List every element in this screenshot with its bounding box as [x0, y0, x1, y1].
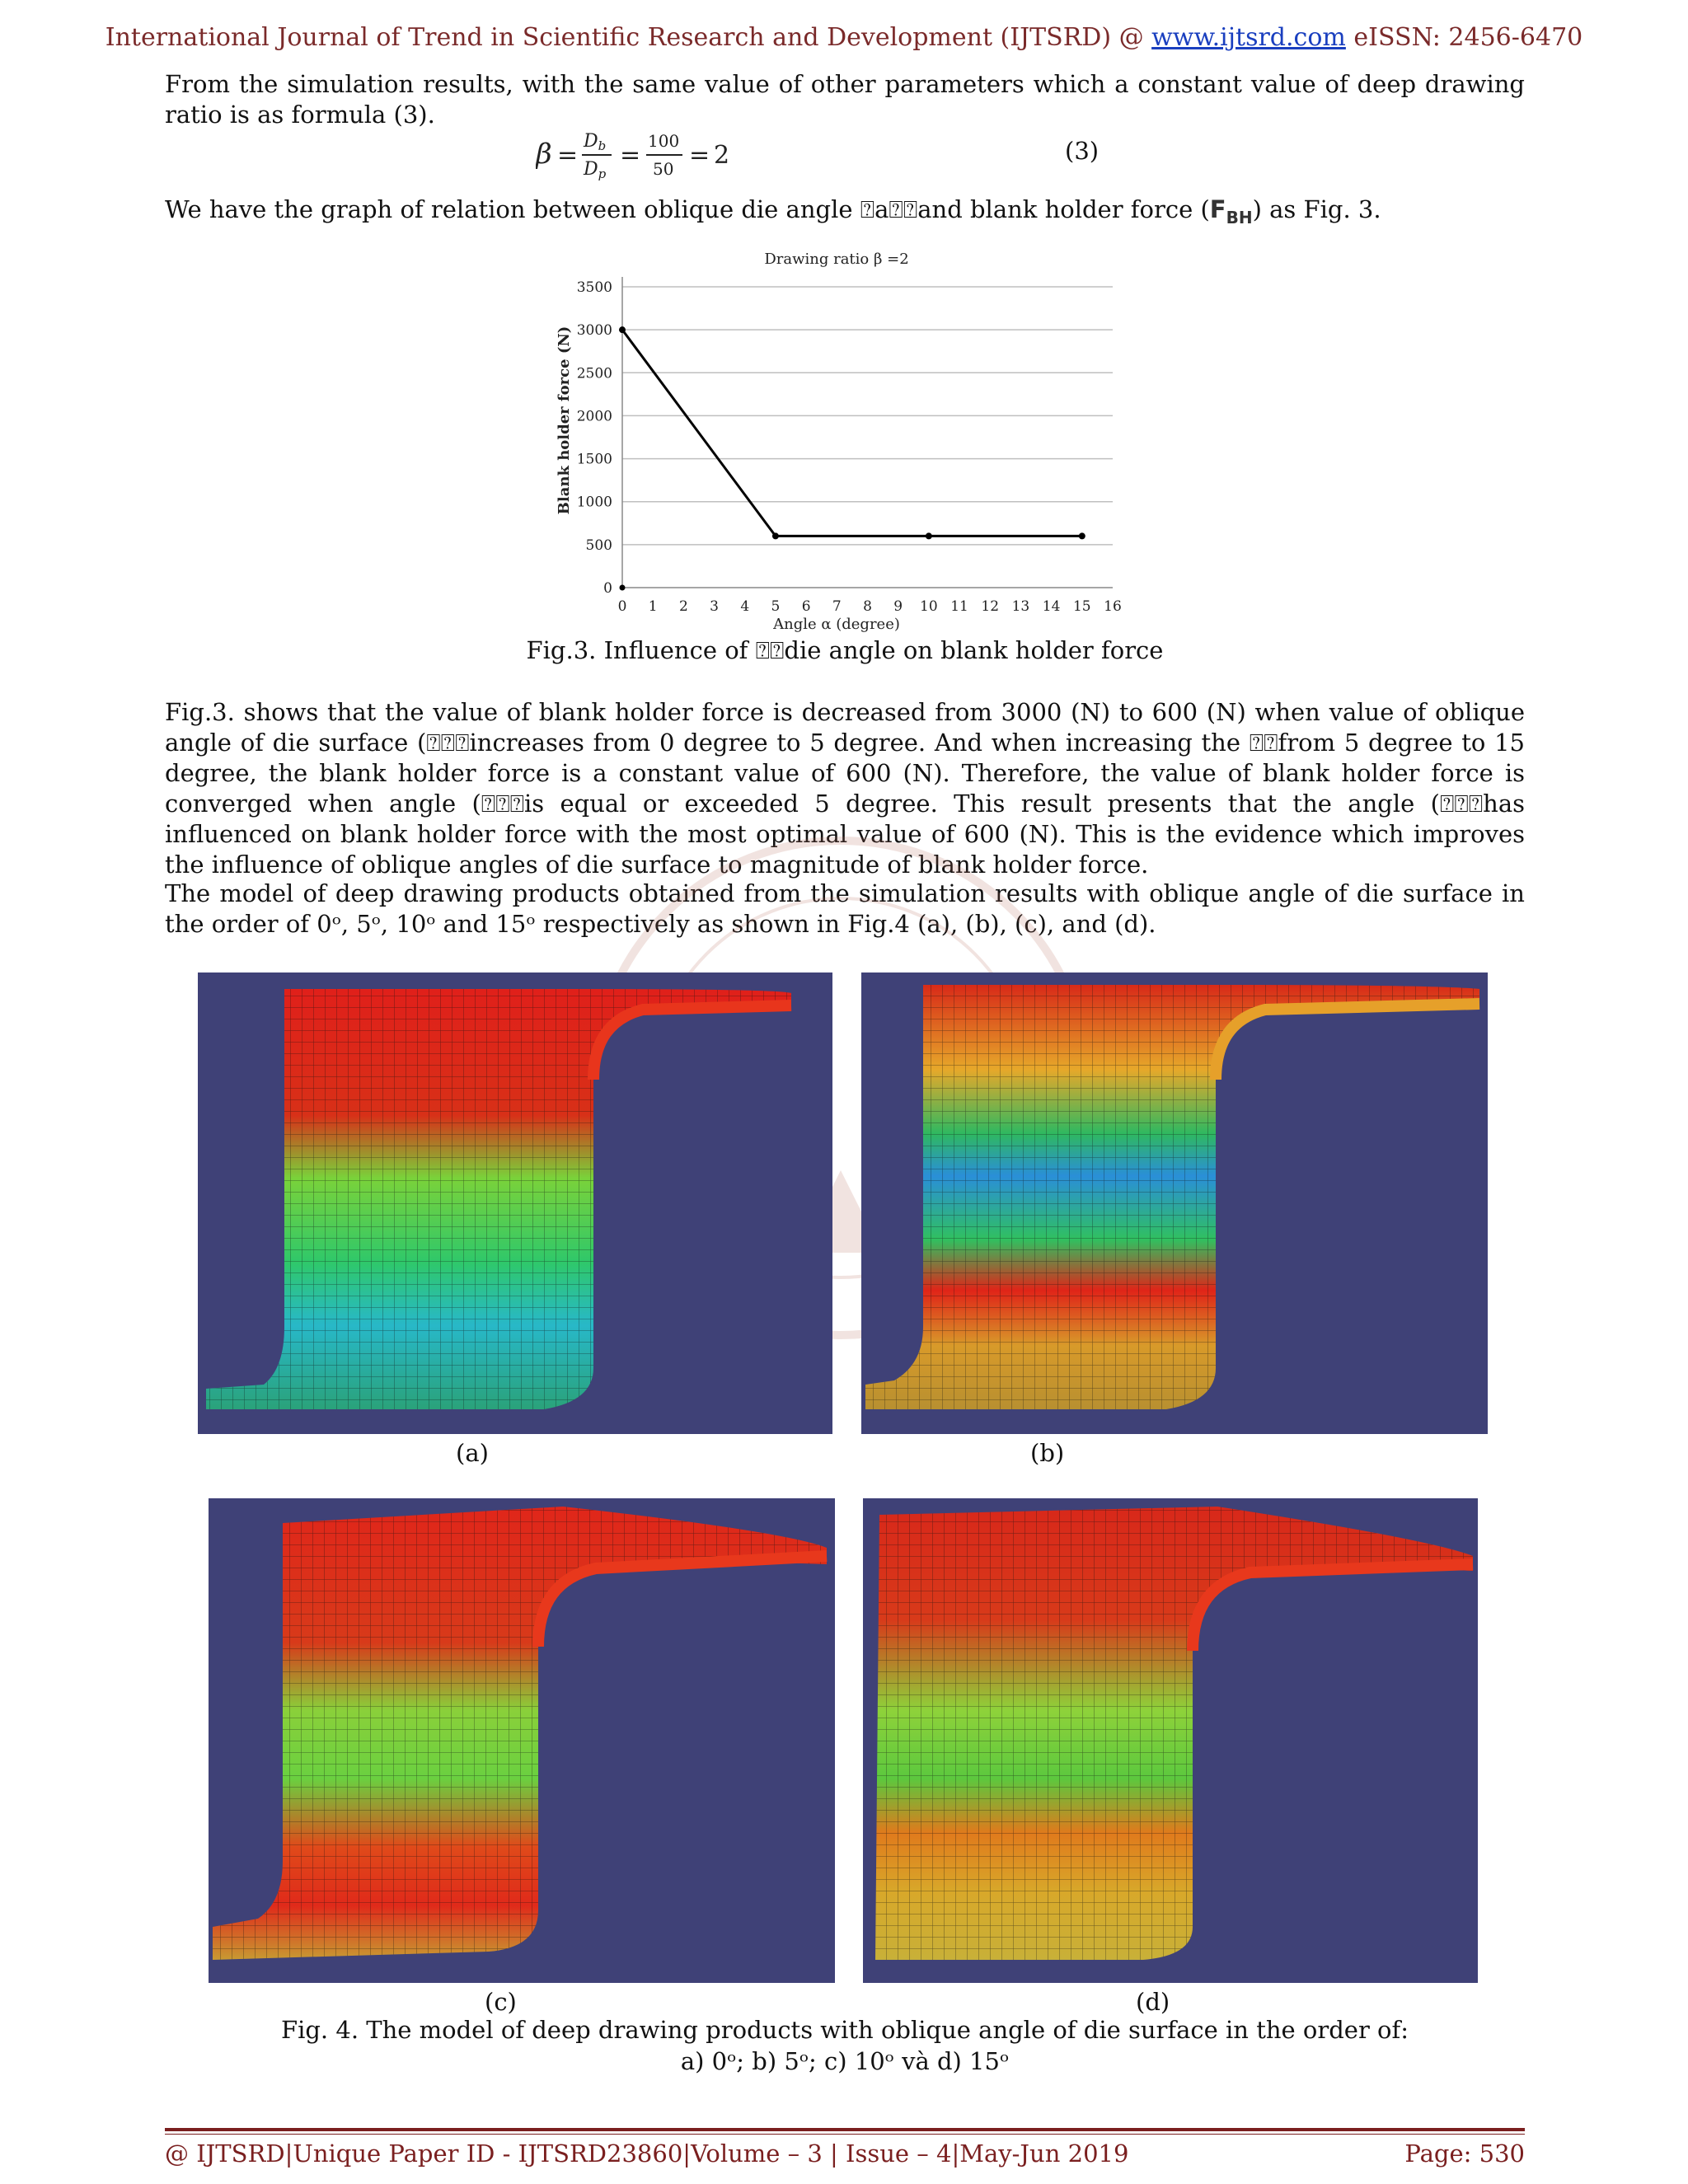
chart-data-point — [926, 532, 932, 539]
chart-data-point — [619, 326, 626, 333]
svg-text:Dp: Dp — [584, 159, 607, 181]
chart-x-tick-label: 1 — [648, 598, 658, 615]
chart-title: Drawing ratio β =2 — [764, 251, 909, 268]
chart-y-axis-label: Blank holder force (N) — [556, 326, 573, 515]
simulation-image-d — [863, 1498, 1478, 1983]
footer-volume: Volume – 3 | Issue – 4 — [691, 2139, 952, 2168]
fig3-line-chart — [536, 247, 1129, 635]
svg-text:50: 50 — [653, 159, 674, 179]
footer-rule — [165, 2128, 1525, 2131]
chart-y-tick-label: 3500 — [576, 279, 612, 296]
running-header — [0, 23, 1688, 52]
chart-y-tick-label: 0 — [603, 580, 612, 597]
chart-x-tick-label: 8 — [863, 598, 872, 615]
footer-rule-thin — [165, 2134, 1525, 2135]
chart-x-tick-label: 9 — [893, 598, 903, 615]
chart-y-tick-label: 1000 — [576, 494, 612, 511]
chart-y-tick-label: 2500 — [576, 365, 612, 382]
footer-publisher: @ IJTSRD — [165, 2139, 285, 2168]
page-footer — [165, 2139, 1525, 2168]
chart-x-tick-label: 4 — [740, 598, 750, 615]
chart-x-tick-label: 2 — [678, 598, 688, 615]
equation-3 — [536, 124, 750, 181]
chart-origin-marker — [620, 585, 626, 591]
chart-y-tick-labels — [577, 279, 612, 597]
chart-data-point — [772, 532, 779, 539]
svg-text:=: = — [557, 141, 579, 170]
svg-text:=: = — [620, 141, 641, 170]
paragraph-models: The model of deep drawing products obtained from the simulation results with oblique angle of die surface in the order of 0ᵒ, 5ᵒ, 10ᵒ and 15ᵒ respectively as shown in Fig.4 (a), (b), (c), and (d). — [165, 879, 1525, 938]
chart-x-tick-label: 12 — [981, 598, 1000, 615]
svg-text:Db: Db — [584, 131, 607, 153]
chart-x-tick-label: 11 — [950, 598, 968, 615]
chart-x-tick-label: 6 — [801, 598, 811, 615]
chart-x-tick-label: 13 — [1011, 598, 1030, 615]
subfig-label-b: (b) — [1030, 1439, 1065, 1467]
subfig-label-d: (d) — [1136, 1988, 1170, 2016]
chart-y-tick-label: 3000 — [576, 322, 612, 340]
simulation-image-a — [198, 972, 832, 1434]
chart-x-tick-label: 16 — [1104, 598, 1122, 615]
footer-page-number: Page: 530 — [1404, 2139, 1525, 2168]
journal-link[interactable]: www.ijtsrd.com — [1151, 23, 1346, 52]
fig4-caption-line2: a) 0ᵒ; b) 5ᵒ; c) 10ᵒ và d) 15ᵒ — [680, 2047, 1010, 2075]
chart-axes — [622, 277, 1113, 588]
chart-x-tick-label: 5 — [771, 598, 781, 615]
simulation-image-b — [861, 972, 1488, 1434]
chart-x-tick-label: 10 — [920, 598, 938, 615]
footer-separator: | — [951, 2139, 960, 2168]
simulation-image-c — [209, 1498, 835, 1983]
chart-x-tick-label: 7 — [832, 598, 842, 615]
chart-x-tick-label: 14 — [1042, 598, 1061, 615]
journal-name: International Journal of Trend in Scientific Research and Development (IJTSRD) @ — [105, 23, 1152, 52]
svg-text:2: 2 — [714, 141, 730, 170]
footer-paper-id: Unique Paper ID - IJTSRD23860 — [293, 2139, 683, 2168]
paragraph-graph-intro: We have the graph of relation between oblique die angle ⍰a⍰⍰and blank holder force $(F_{BH})$ as Fig. 3. — [165, 195, 1381, 227]
chart-gridlines — [622, 287, 1113, 545]
subfig-label-c: (c) — [485, 1988, 517, 2016]
issn: eISSN: 2456-6470 — [1345, 23, 1583, 52]
footer-separator: | — [284, 2139, 293, 2168]
chart-x-tick-label: 15 — [1072, 598, 1091, 615]
chart-x-tick-labels — [618, 598, 1122, 615]
svg-text:=: = — [689, 141, 710, 170]
fig3-caption: Fig.3. Influence of ⍰⍰die angle on blank holder force — [526, 636, 1164, 664]
footer-separator: | — [682, 2139, 692, 2168]
chart-data-point — [1079, 532, 1085, 539]
chart-x-tick-label: 0 — [617, 598, 627, 615]
eq-lhs: β — [536, 138, 552, 171]
svg-text:100: 100 — [648, 131, 680, 151]
fig4-caption-line1: Fig. 4. The model of deep drawing products with oblique angle of die surface in the order of: — [280, 2016, 1409, 2044]
chart-x-tick-label: 3 — [710, 598, 719, 615]
paragraph-discussion: Fig.3. shows that the value of blank holder force is decreased from 3000 (N) to 600 (N) when value of oblique angle of die surface (⍰⍰⍰increases from 0 degree to 5 degree. And when increasing the ⍰⍰from 5 degree to 15 degree, the blank holder force is a constant value of 600 (N). Therefore, the value of blank holder force is converged when angle (⍰⍰⍰is equal or exceeded 5 degree. This result presents that the angle (⍰⍰⍰has influenced on blank holder force with the most optimal value of 600 (N). This is the evidence which improves the influence of oblique angles of die surface to magnitude of blank holder force. — [165, 698, 1525, 879]
chart-series-line — [622, 330, 1082, 536]
chart-x-axis-label: Angle α (degree) — [773, 616, 900, 633]
footer-date: May-Jun 2019 — [959, 2139, 1129, 2168]
subfig-label-a: (a) — [456, 1439, 489, 1467]
equation-number: (3) — [1065, 137, 1100, 165]
chart-y-tick-label: 2000 — [576, 408, 612, 425]
chart-y-tick-label: 500 — [585, 537, 612, 554]
chart-y-tick-label: 1500 — [576, 451, 612, 468]
paragraph-intro: From the simulation results, with the same value of other parameters which a constant value of deep drawing ratio is as formula (3). — [165, 70, 1525, 129]
